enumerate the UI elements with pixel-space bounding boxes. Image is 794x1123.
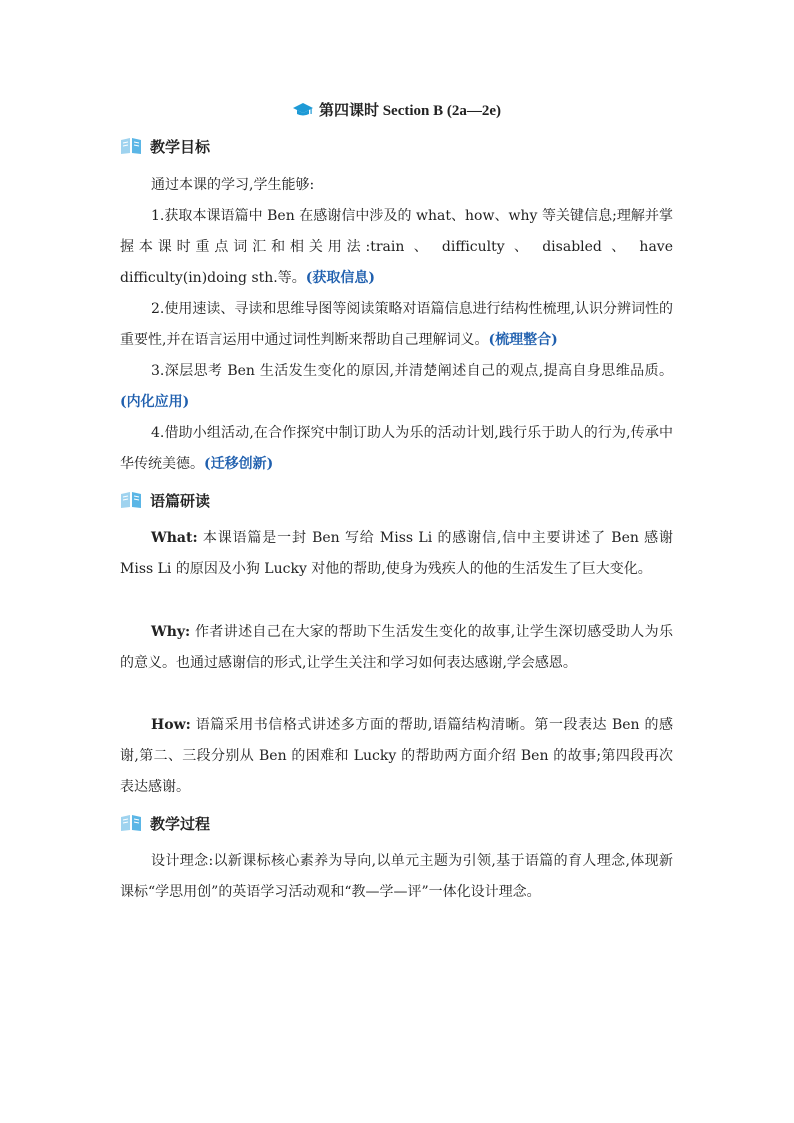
section-heading-text: 教学目标 bbox=[150, 138, 211, 156]
goal-tag: (梳理整合) bbox=[488, 332, 558, 348]
lesson-title bbox=[0, 101, 794, 121]
goal-text: 4.借助小组活动,在合作探究中制订助人为乐的活动计划,践行乐于助人的行为,传承中华传统美德。 bbox=[120, 425, 673, 472]
section-heading-text: 教学过程 bbox=[150, 815, 211, 833]
book-icon bbox=[120, 137, 142, 155]
goal-tag: (获取信息) bbox=[305, 270, 375, 286]
section-heading-text: 语篇研读 bbox=[150, 492, 211, 510]
goal-tag: (内化应用) bbox=[120, 394, 190, 410]
process-design-concept: 设计理念:以新课标核心素养为导向,以单元主题为引领,基于语篇的育人理念,体现新课标“学思用创”的英语学习活动观和“教—学—评”一体化设计理念。 bbox=[120, 853, 673, 900]
analysis-lead: Why: bbox=[151, 624, 191, 640]
goal-text: 2.使用速读、寻读和思维导图等阅读策略对语篇信息进行结构性梳理,认识分辨词性的重要性,并在语言运用中通过词性判断来帮助自己理解词义。 bbox=[120, 301, 673, 348]
goal-text: 1.获取本课语篇中 Ben 在感谢信中涉及的 what、how、why 等关键信息;理解并掌握本课时重点词汇和相关用法:train 、 difficulty 、 disabled 、 have difficulty(in)doing sth.等。 bbox=[120, 208, 673, 286]
goal-item-4 bbox=[120, 418, 673, 480]
goal-item-1 bbox=[120, 201, 673, 294]
section-heading-goals bbox=[120, 136, 210, 158]
section-heading-process bbox=[120, 813, 210, 835]
analysis-why bbox=[120, 617, 673, 679]
analysis-text: 本课语篇是一封 Ben 写给 Miss Li 的感谢信,信中主要讲述了 Ben 感谢 Miss Li 的原因及小狗 Lucky 对他的帮助,使身为残疾人的他的生活发生了巨大变化。 bbox=[120, 530, 673, 577]
book-icon bbox=[120, 814, 142, 832]
analysis-lead: How: bbox=[151, 717, 191, 733]
goal-tag: (迁移创新) bbox=[204, 456, 274, 472]
section-heading-analysis bbox=[120, 490, 210, 512]
goal-text: 3.深层思考 Ben 生活发生变化的原因,并清楚阐述自己的观点,提高自身思维品质。 bbox=[151, 363, 673, 379]
analysis-text: 语篇采用书信格式讲述多方面的帮助,语篇结构清晰。第一段表达 Ben 的感谢,第二、三段分别从 Ben 的困难和 Lucky 的帮助两方面介绍 Ben 的故事;第四段再次表达感谢。 bbox=[120, 717, 673, 795]
analysis-what bbox=[120, 523, 673, 585]
goals-intro: 通过本课的学习,学生能够: bbox=[151, 177, 315, 193]
graduation-cap-icon bbox=[293, 102, 313, 118]
goal-item-2 bbox=[120, 294, 673, 356]
book-icon bbox=[120, 491, 142, 509]
analysis-how bbox=[120, 710, 673, 803]
analysis-lead: What: bbox=[151, 530, 198, 546]
analysis-text: 作者讲述自己在大家的帮助下生活发生变化的故事,让学生深切感受助人为乐的意义。也通过感谢信的形式,让学生关注和学习如何表达感谢,学会感恩。 bbox=[120, 624, 673, 671]
lesson-title-text: 第四课时 Section B (2a—2e) bbox=[318, 103, 502, 119]
goal-item-3 bbox=[120, 356, 673, 418]
